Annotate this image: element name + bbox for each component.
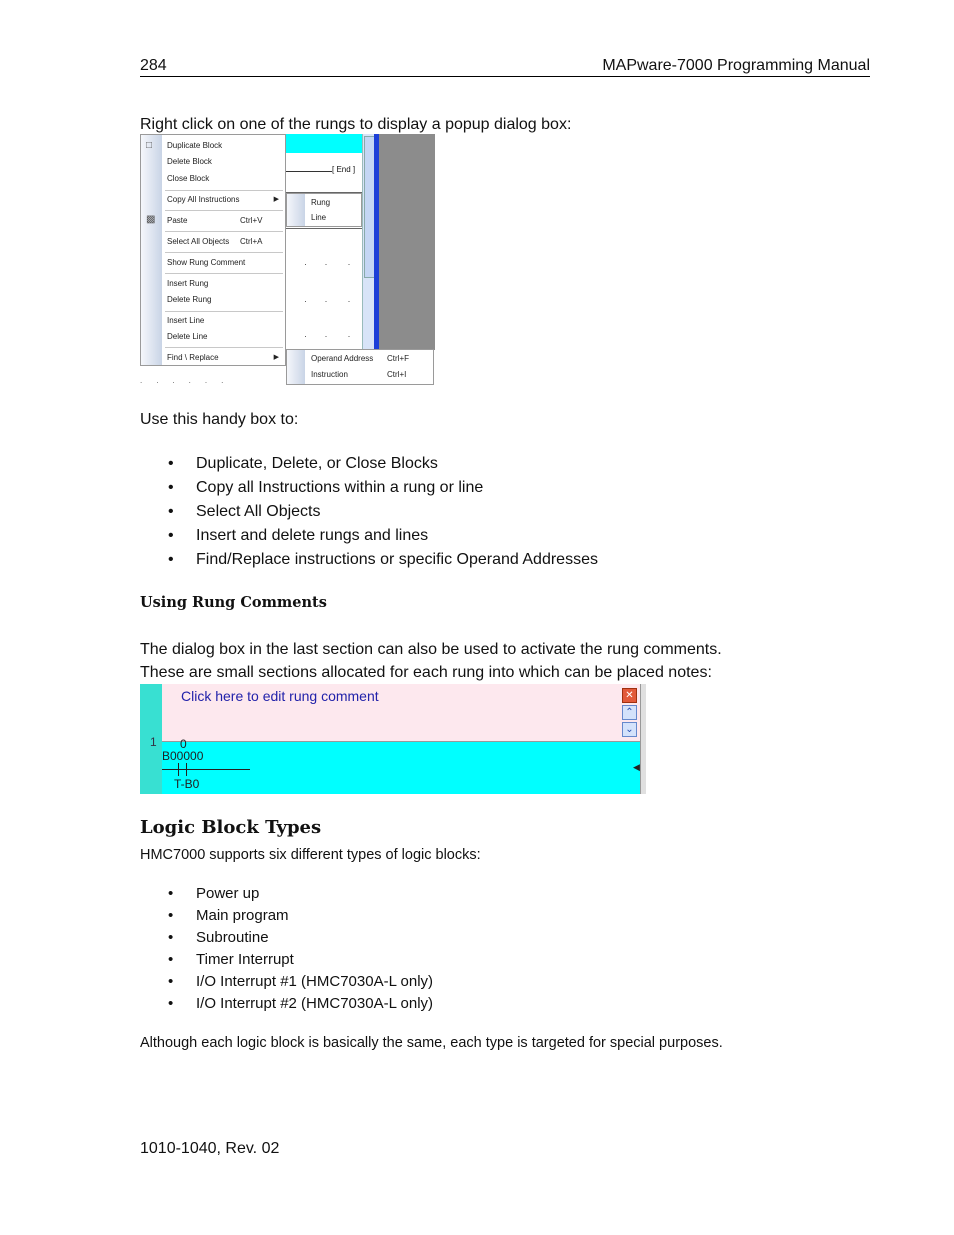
contact-symbol[interactable] (186, 763, 187, 776)
menu-separator (165, 311, 283, 312)
menu-item-close-block[interactable]: Close Block (167, 174, 210, 183)
list-item: • I/O Interrupt #1 (HMC7030A-L only) (140, 971, 433, 993)
submenu-icon-strip (287, 350, 305, 384)
menu-separator (165, 210, 283, 211)
menu-item-show-rung-comment[interactable]: Show Rung Comment (167, 258, 246, 267)
rung-comment-para-2: These are small sections allocated for each rung into which can be placed notes: (140, 664, 712, 681)
submenu-item-line[interactable]: Line (311, 213, 327, 222)
document-icon: □ (146, 140, 153, 151)
rung-highlight (286, 134, 362, 153)
submenu-arrow-icon: ▶ (273, 196, 279, 203)
grid-dots: · · · (304, 296, 351, 306)
list-item: • Copy all Instructions within a rung or line (140, 476, 598, 500)
find-submenu (286, 349, 434, 385)
paste-icon: ▩ (146, 214, 156, 225)
rung-comment-screenshot (140, 684, 646, 794)
menu-item-paste[interactable]: Paste Ctrl+V (167, 216, 263, 225)
background-area (379, 134, 435, 350)
logic-block-types-list (140, 883, 433, 1015)
menu-separator (165, 347, 283, 348)
list-item: • Find/Replace instructions or specific Operand Addresses (140, 548, 598, 572)
list-item: • I/O Interrupt #2 (HMC7030A-L only) (140, 993, 433, 1015)
section-heading: Logic Block Types (140, 817, 322, 838)
menu-item-select-all-objects[interactable]: Select All Objects Ctrl+A (167, 237, 263, 246)
menu-separator (165, 190, 283, 191)
menu-item-duplicate-block[interactable]: Duplicate Block (167, 141, 223, 150)
subsection-heading: Using Rung Comments (140, 594, 327, 611)
contact-tag: T-B0 (174, 777, 200, 791)
rung-wire (162, 769, 250, 770)
list-item: • Insert and delete rungs and lines (140, 524, 598, 548)
contact-address: B00000 (162, 749, 204, 763)
menu-item-find-replace[interactable]: Find \ Replace ▶ (167, 351, 285, 365)
contact-symbol[interactable] (178, 763, 179, 776)
uses-list (140, 452, 598, 572)
copy-submenu (286, 193, 362, 227)
menu-separator (165, 273, 283, 274)
page-number: 284 (140, 57, 167, 74)
rung-wire (286, 171, 332, 172)
list-item: • Duplicate, Delete, or Close Blocks (140, 452, 598, 476)
menu-item-delete-line[interactable]: Delete Line (167, 332, 208, 341)
rung-end-marker: ◀ (633, 762, 640, 772)
submenu-arrow-icon: ▶ (273, 354, 279, 361)
chevron-up-icon[interactable]: ⌃ (622, 705, 637, 720)
menu-item-delete-rung[interactable]: Delete Rung (167, 295, 212, 304)
rung-number: 1 (150, 735, 157, 749)
list-item: • Subroutine (140, 927, 433, 949)
submenu-item-instruction[interactable]: Instruction Ctrl+I (311, 370, 407, 379)
menu-separator (165, 252, 283, 253)
list-item: • Power up (140, 883, 433, 905)
grid-dots: · · · (304, 331, 351, 341)
submenu-icon-strip (287, 194, 305, 226)
menu-item-insert-rung[interactable]: Insert Rung (167, 279, 209, 288)
contact-value: 0 (180, 737, 187, 751)
footer-doc-id: 1010-1040, Rev. 02 (140, 1140, 280, 1157)
closing-text: Although each logic block is basically the same, each type is targeted for special purposes. (140, 1035, 723, 1051)
popup-menu-screenshot (140, 134, 435, 386)
rung-comment-text[interactable]: Click here to edit rung comment (181, 688, 379, 704)
menu-icon-strip (141, 135, 162, 365)
end-instruction: [ End ] (332, 165, 356, 174)
list-item: • Timer Interrupt (140, 949, 433, 971)
submenu-item-rung[interactable]: Rung (311, 198, 331, 207)
chevron-down-icon[interactable]: ⌄ (622, 722, 637, 737)
menu-item-delete-block[interactable]: Delete Block (167, 157, 212, 166)
rung-separator (286, 228, 362, 229)
menu-item-insert-line[interactable]: Insert Line (167, 316, 205, 325)
submenu-item-operand-address[interactable]: Operand Address Ctrl+F (311, 354, 409, 363)
grid-dots: · · · (304, 259, 351, 269)
list-item: • Select All Objects (140, 500, 598, 524)
intro-text: Right click on one of the rungs to display a popup dialog box: (140, 116, 572, 133)
context-menu (140, 134, 286, 366)
grid-dots: ...... (140, 376, 238, 385)
vertical-scrollbar[interactable] (640, 684, 646, 794)
use-intro: Use this handy box to: (140, 411, 299, 428)
close-icon[interactable]: ✕ (622, 688, 637, 703)
rung-comment-para-1: The dialog box in the last section can also be used to activate the rung comments. (140, 641, 722, 658)
list-item: • Main program (140, 905, 433, 927)
manual-title: MAPware-7000 Programming Manual (602, 57, 870, 74)
logic-block-intro: HMC7000 supports six different types of logic blocks: (140, 847, 481, 863)
menu-item-copy-all-instructions[interactable]: Copy All Instructions ▶ (167, 193, 285, 207)
menu-separator (165, 231, 283, 232)
header-rule (140, 76, 870, 77)
